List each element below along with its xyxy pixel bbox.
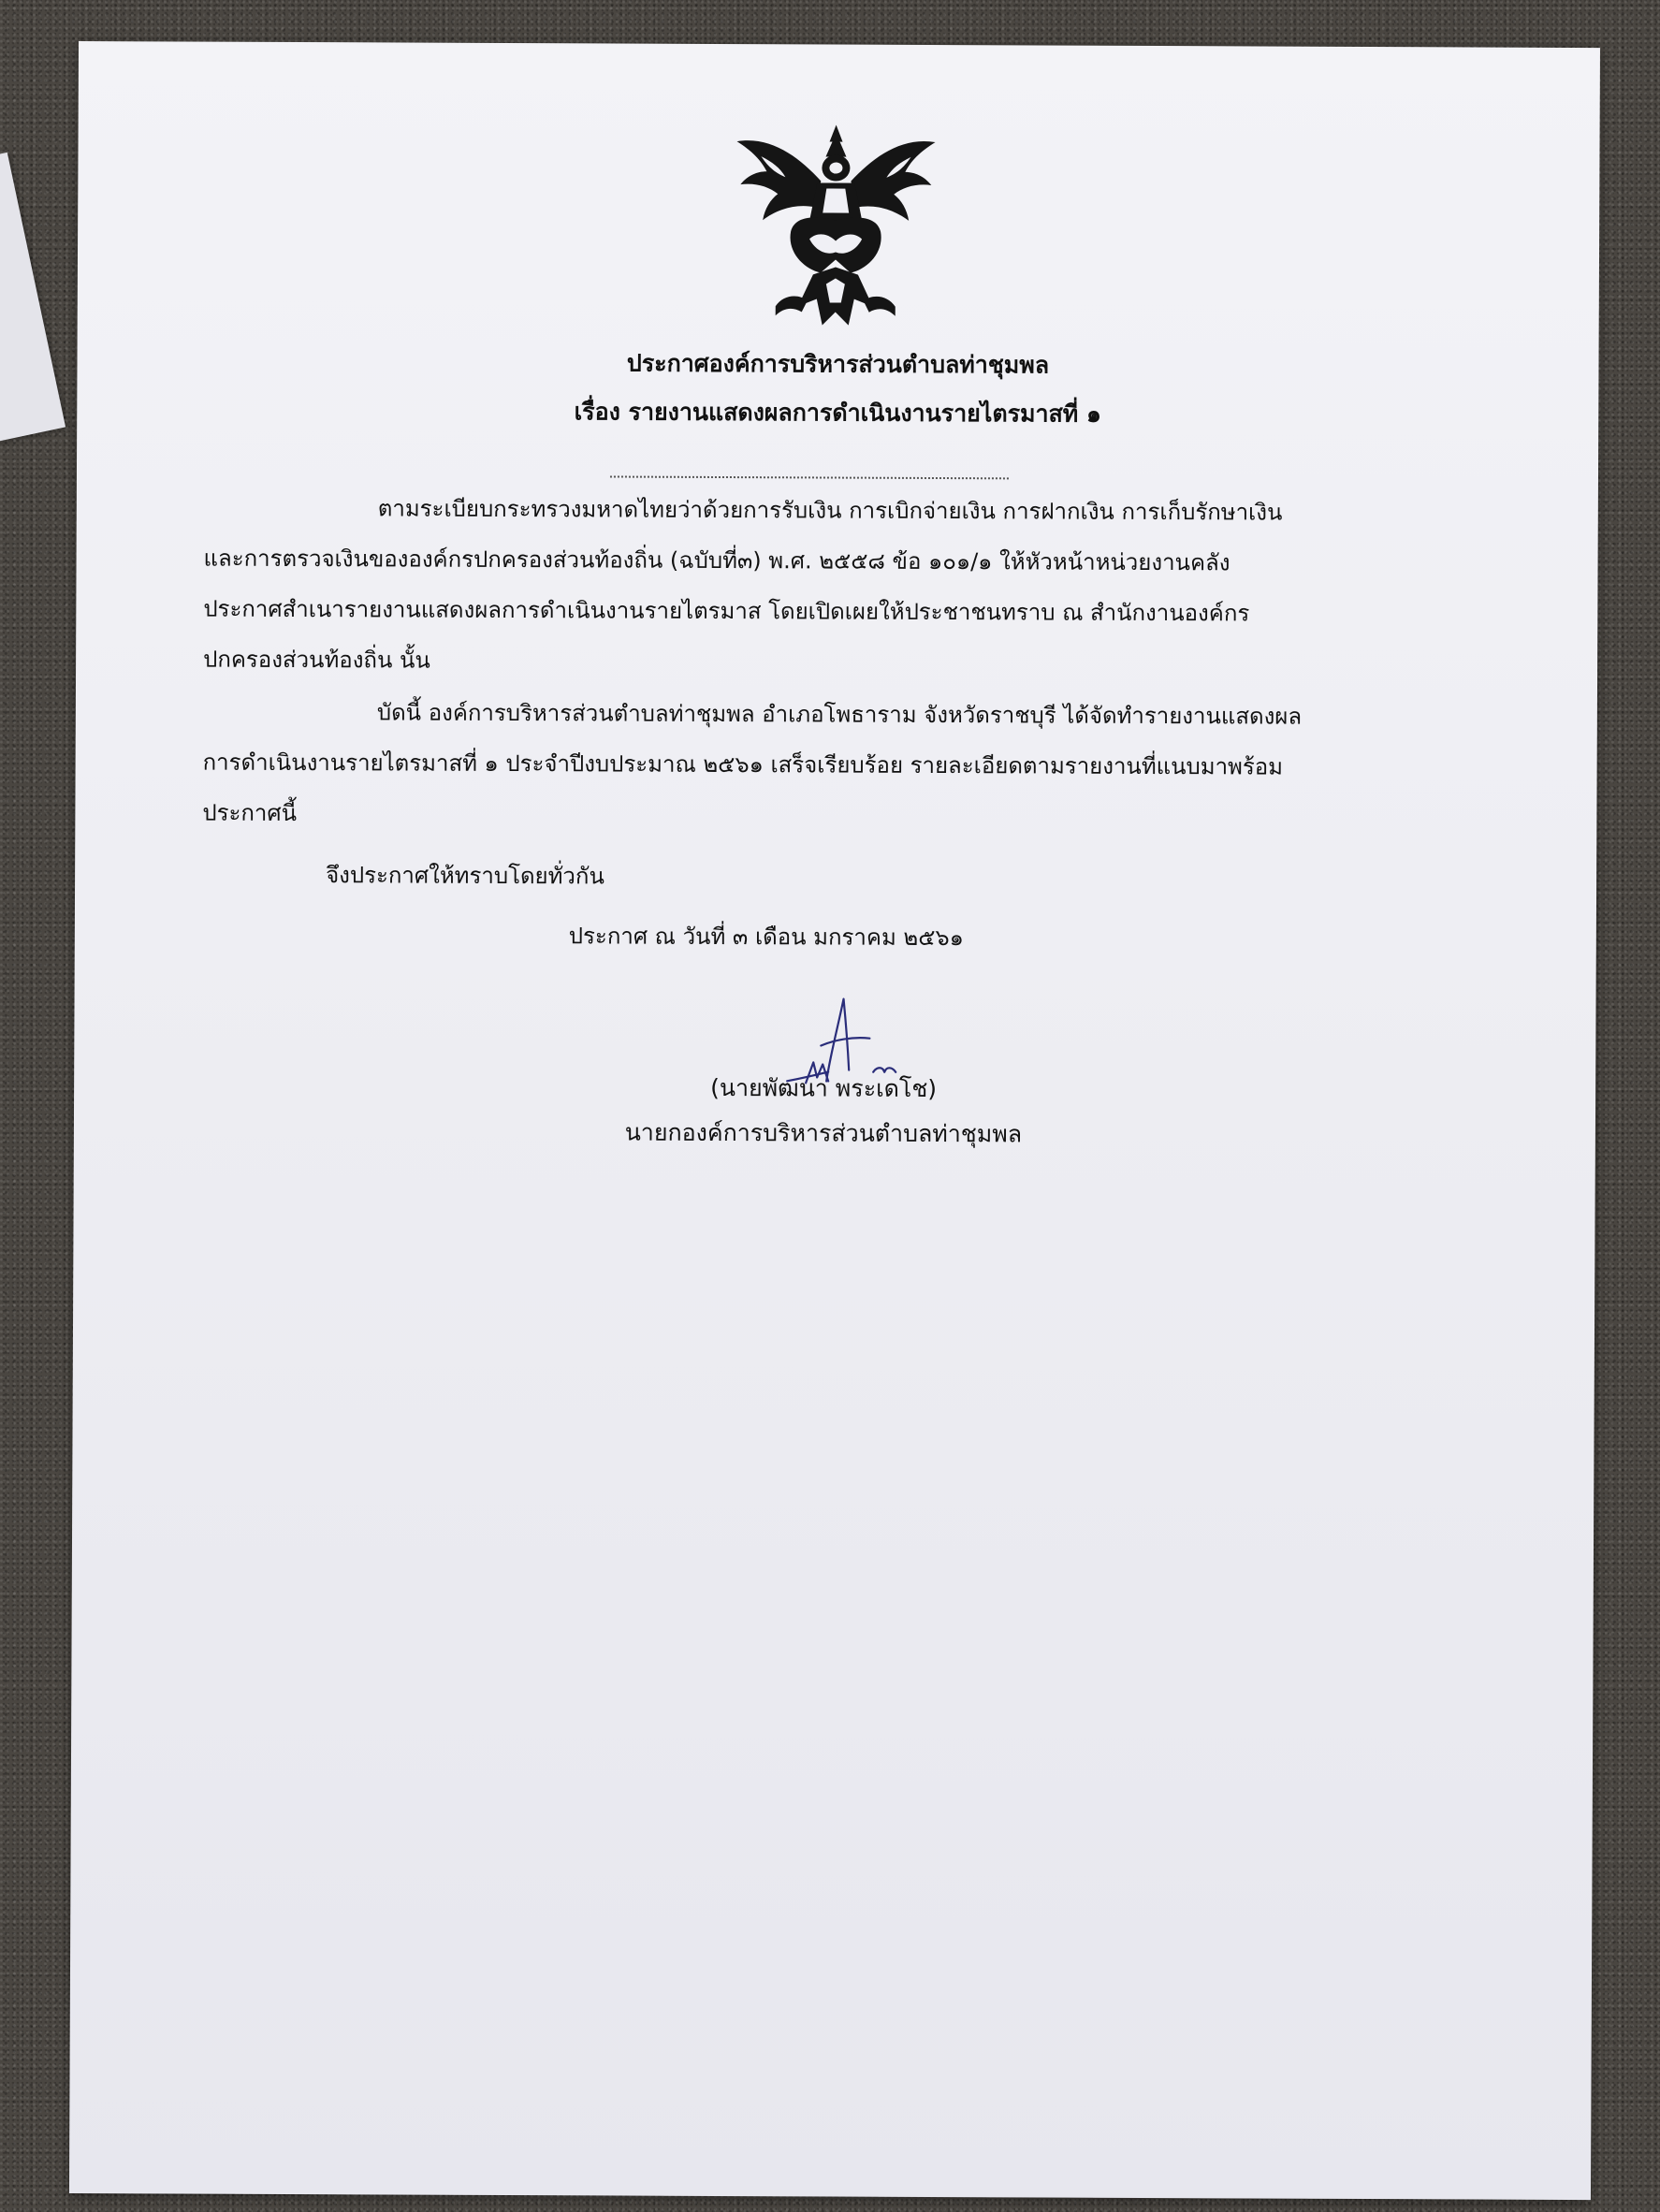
announcement-heading: ประกาศองค์การบริหารส่วนตำบลท่าชุมพล: [626, 349, 1050, 379]
signer-title: นายกองค์การบริหารส่วนตำบลท่าชุมพล: [624, 1118, 1023, 1148]
paragraph2-line-2: การดำเนินงานรายไตรมาสที่ ๑ ประจำปีงบประมาณ ๒๕๖๑ เสร็จเรียบร้อย รายละเอียดตามรายงานที่แนบมาพร้อม: [202, 749, 1284, 780]
paragraph1-line-1: ตามระเบียบกระทรวงมหาดไทยว่าด้วยการรับเงิน การเบิกจ่ายเงิน การฝากเงิน การเก็บรักษาเงิน: [377, 495, 1283, 526]
paragraph2-line-3: ประกาศนี้: [202, 799, 298, 827]
garuda-emblem-icon: [723, 119, 949, 344]
paragraph1-line-3: ประกาศสำเนารายงานแสดงผลการดำเนินงานรายไตรมาส โดยเปิดเผยให้ประชาชนทราบ ณ สำนักงานองค์กร: [203, 595, 1250, 627]
closing-statement: จึงประกาศให้ทราบโดยทั่วกัน: [326, 862, 604, 890]
paragraph1-line-4: ปกครองส่วนท้องถิ่น นั้น: [203, 646, 430, 674]
announcement-subject: เรื่อง รายงานแสดงผลการดำเนินงานรายไตรมาสที่ ๑: [574, 398, 1101, 428]
adjacent-paper-sheet: [0, 153, 66, 446]
announcement-date: ประกาศ ณ วันที่ ๓ เดือน มกราคม ๒๕๖๑: [568, 923, 964, 952]
paragraph2-line-1: บัดนี้ องค์การบริหารส่วนตำบลท่าชุมพล อำเภอโพธาราม จังหวัดราชบุรี ได้จัดทำรายงานแสดงผล: [376, 699, 1303, 730]
dotted-separator: [610, 475, 1009, 479]
announcement-page: [69, 41, 1600, 2200]
paragraph1-line-2: และการตรวจเงินขององค์กรปกครองส่วนท้องถิ่น (ฉบับที่๓) พ.ศ. ๒๕๕๘ ข้อ ๑๐๑/๑ ให้หัวหน้าหน่วยงานคลัง: [203, 545, 1230, 576]
signer-name: (นายพัฒนา พระเดโช): [710, 1073, 938, 1103]
